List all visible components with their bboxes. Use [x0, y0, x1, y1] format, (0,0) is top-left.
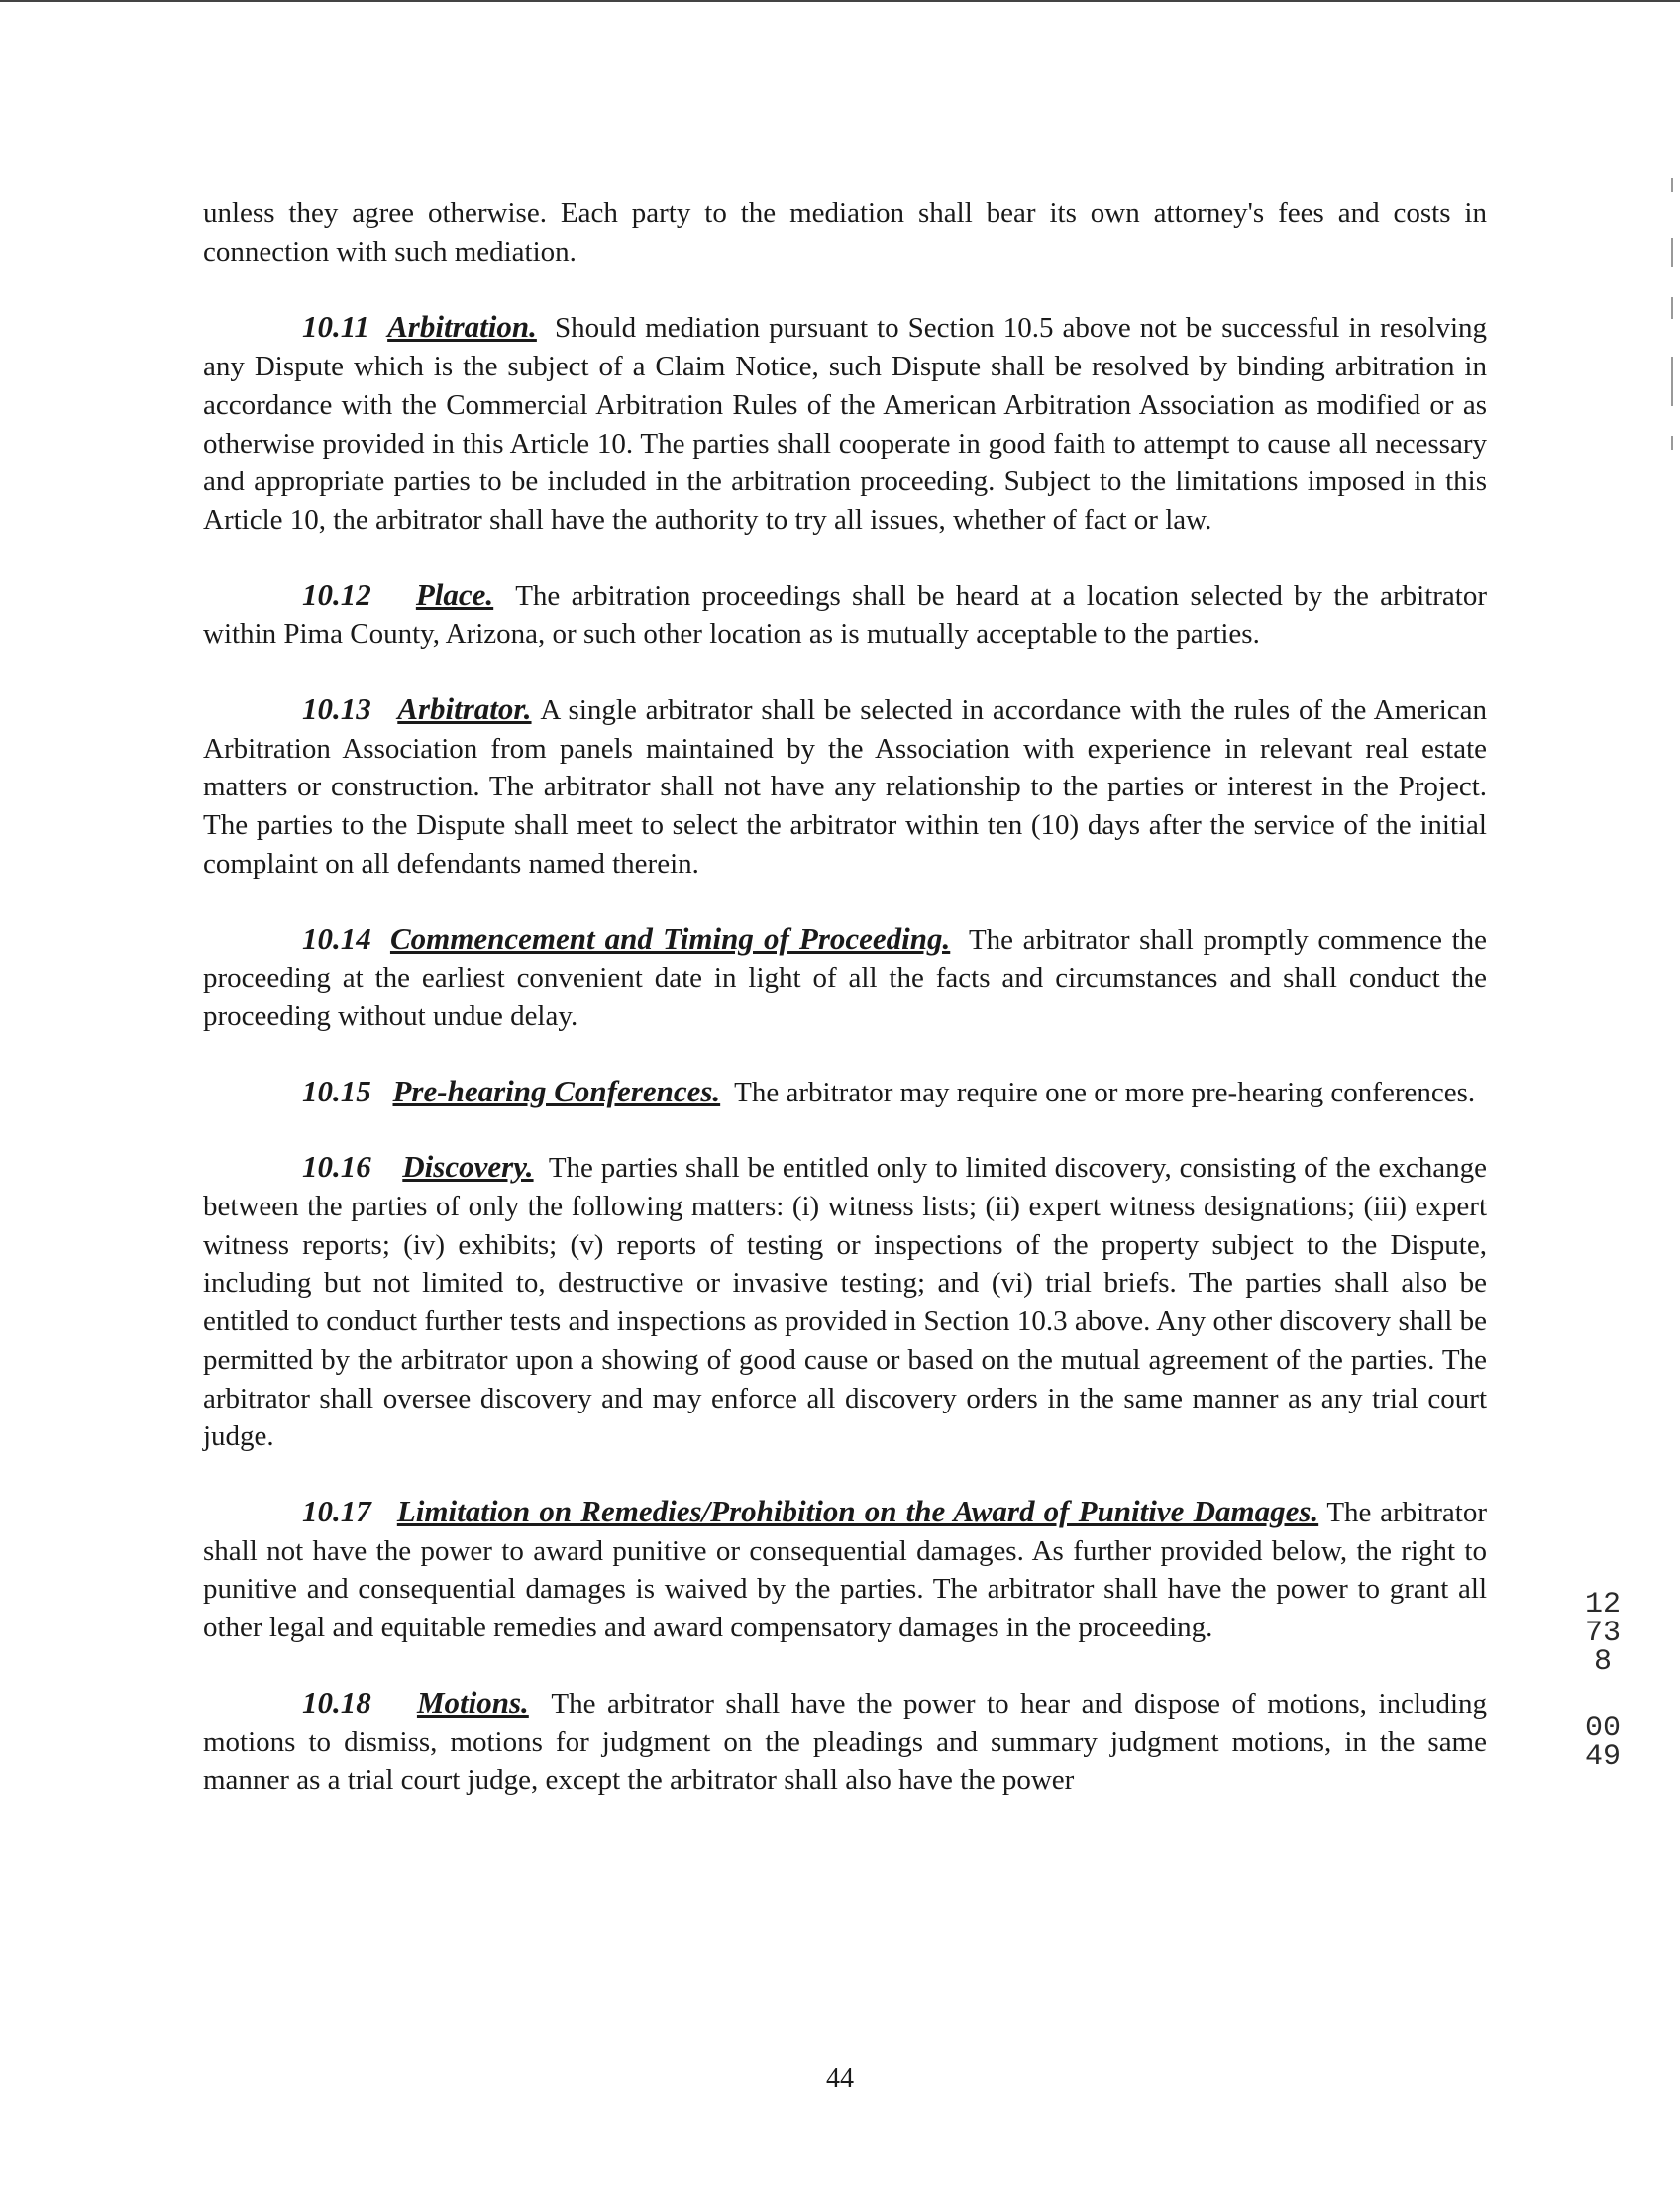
section-number: 10.12 [302, 576, 371, 612]
scan-edge-mark [1671, 297, 1673, 319]
section-heading: Limitation on Remedies/Prohibition on the Award of Punitive Damages. [396, 1493, 1319, 1528]
section-text: The arbitrator shall promptly commence the proceeding at the earliest convenient date in light of all the facts and circumstances and shall conduct the proceeding without undue delay. [203, 923, 1487, 1032]
section-number: 10.17 [302, 1493, 371, 1528]
recording-number-stamp [1585, 1588, 1622, 1774]
section-text: The arbitrator shall have the power to hear and dispose of motions, including motions to dismiss, motions for judgment on the pleadings and summary judgment motions, in the same manner as a trial court judge, except the arbitrator shall also have the power [203, 1687, 1488, 1797]
section-text: Should mediation pursuant to Section 10.5 above not be successful in resolving any Dispute which is the subject of a Claim Notice, such Dispute shall be resolved by binding arbitration in accordance with the Commercial Arbitration Rules of the American Arbitration Association as modified or as otherwise provided in this Article 10. The parties shall cooperate in good faith to attempt to cause all necessary and appropriate parties to be included in the arbitration proceeding. Subject to the limitations imposed in this Article 10, the arbitrator shall have the authority to try all issues, whether of fact or law. [203, 312, 1488, 536]
section-heading: Place. [415, 576, 494, 612]
section-number: 10.13 [302, 691, 371, 727]
section-10-11 [203, 308, 1487, 539]
section-number: 10.18 [302, 1684, 371, 1720]
section-text: The arbitrator shall not have the power to award punitive or consequential damages. As further provided below, the right to punitive and consequential damages is waived by the parties. The arbitrator shall have the power to grant all other legal and equitable remedies and award compensatory damages in the proceeding. [203, 1496, 1488, 1644]
section-10-14 [203, 920, 1487, 1036]
section-text: A single arbitrator shall be selected in accordance with the rules of the American Arbitration Association from panels maintained by the Association with experience in relevant real estate matters or construction. The arbitrator shall not have any relationship to the parties or interest in the Project. The parties to the Dispute shall meet to select the arbitrator within ten (10) days after the service of the initial complaint on all defendants named therein. [203, 694, 1487, 880]
document-body [203, 194, 1487, 1836]
section-heading: Discovery. [402, 1149, 534, 1185]
section-number: 10.16 [302, 1149, 371, 1185]
section-text: The arbitrator may require one or more pre-hearing conferences. [734, 1076, 1476, 1108]
section-text: The parties shall be entitled only to limited discovery, consisting of the exchange between the parties of only the following matters: (i) witness lists; (ii) expert witness designations; (iii) expert witness reports; (iv) exhibits; (v) reports of testing or inspections of the property subject to the Dispute, including but not limited to, destructive or invasive testing; and (vi) trial briefs. The parties shall also be entitled to conduct further tests and inspections as provided in Section 10.3 above. Any other discovery shall be permitted by the arbitrator upon a showing of good cause or based on the mutual agreement of the parties. The arbitrator shall oversee discovery and may enforce all discovery orders in the same manner as any trial court judge. [203, 1152, 1487, 1453]
top-scan-edge [0, 0, 1680, 2]
section-heading: Commencement and Timing of Proceeding. [389, 920, 951, 956]
opening-paragraph: unless they agree otherwise. Each party to the mediation shall bear its own attorney's fees and costs in connection with such mediation. [203, 197, 1487, 267]
recording-number-part2: 0049 [1585, 1712, 1622, 1774]
section-text: The arbitration proceedings shall be heard at a location selected by the arbitrator within Pima County, Arizona, or such other location as is mutually acceptable to the parties. [203, 579, 1487, 651]
section-10-12 [203, 576, 1487, 654]
section-10-16 [203, 1148, 1487, 1456]
section-heading: Motions. [416, 1684, 529, 1720]
section-10-17 [203, 1493, 1487, 1647]
section-10-15 [203, 1073, 1487, 1112]
section-10-18 [203, 1684, 1487, 1800]
scan-edge-mark [1671, 238, 1673, 267]
section-heading: Arbitration. [387, 309, 537, 345]
recording-number-part1: 12738 [1585, 1588, 1622, 1679]
section-number: 10.14 [302, 920, 371, 956]
scan-edge-mark [1671, 178, 1673, 192]
section-heading: Pre-hearing Conferences. [392, 1073, 721, 1108]
section-number: 10.11 [302, 309, 370, 345]
page-number: 44 [826, 2063, 854, 2094]
section-heading: Arbitrator. [397, 691, 532, 727]
section-10-13 [203, 690, 1487, 884]
scan-edge-mark [1671, 357, 1673, 406]
scan-edge-mark [1671, 436, 1673, 450]
section-number: 10.15 [302, 1073, 371, 1108]
